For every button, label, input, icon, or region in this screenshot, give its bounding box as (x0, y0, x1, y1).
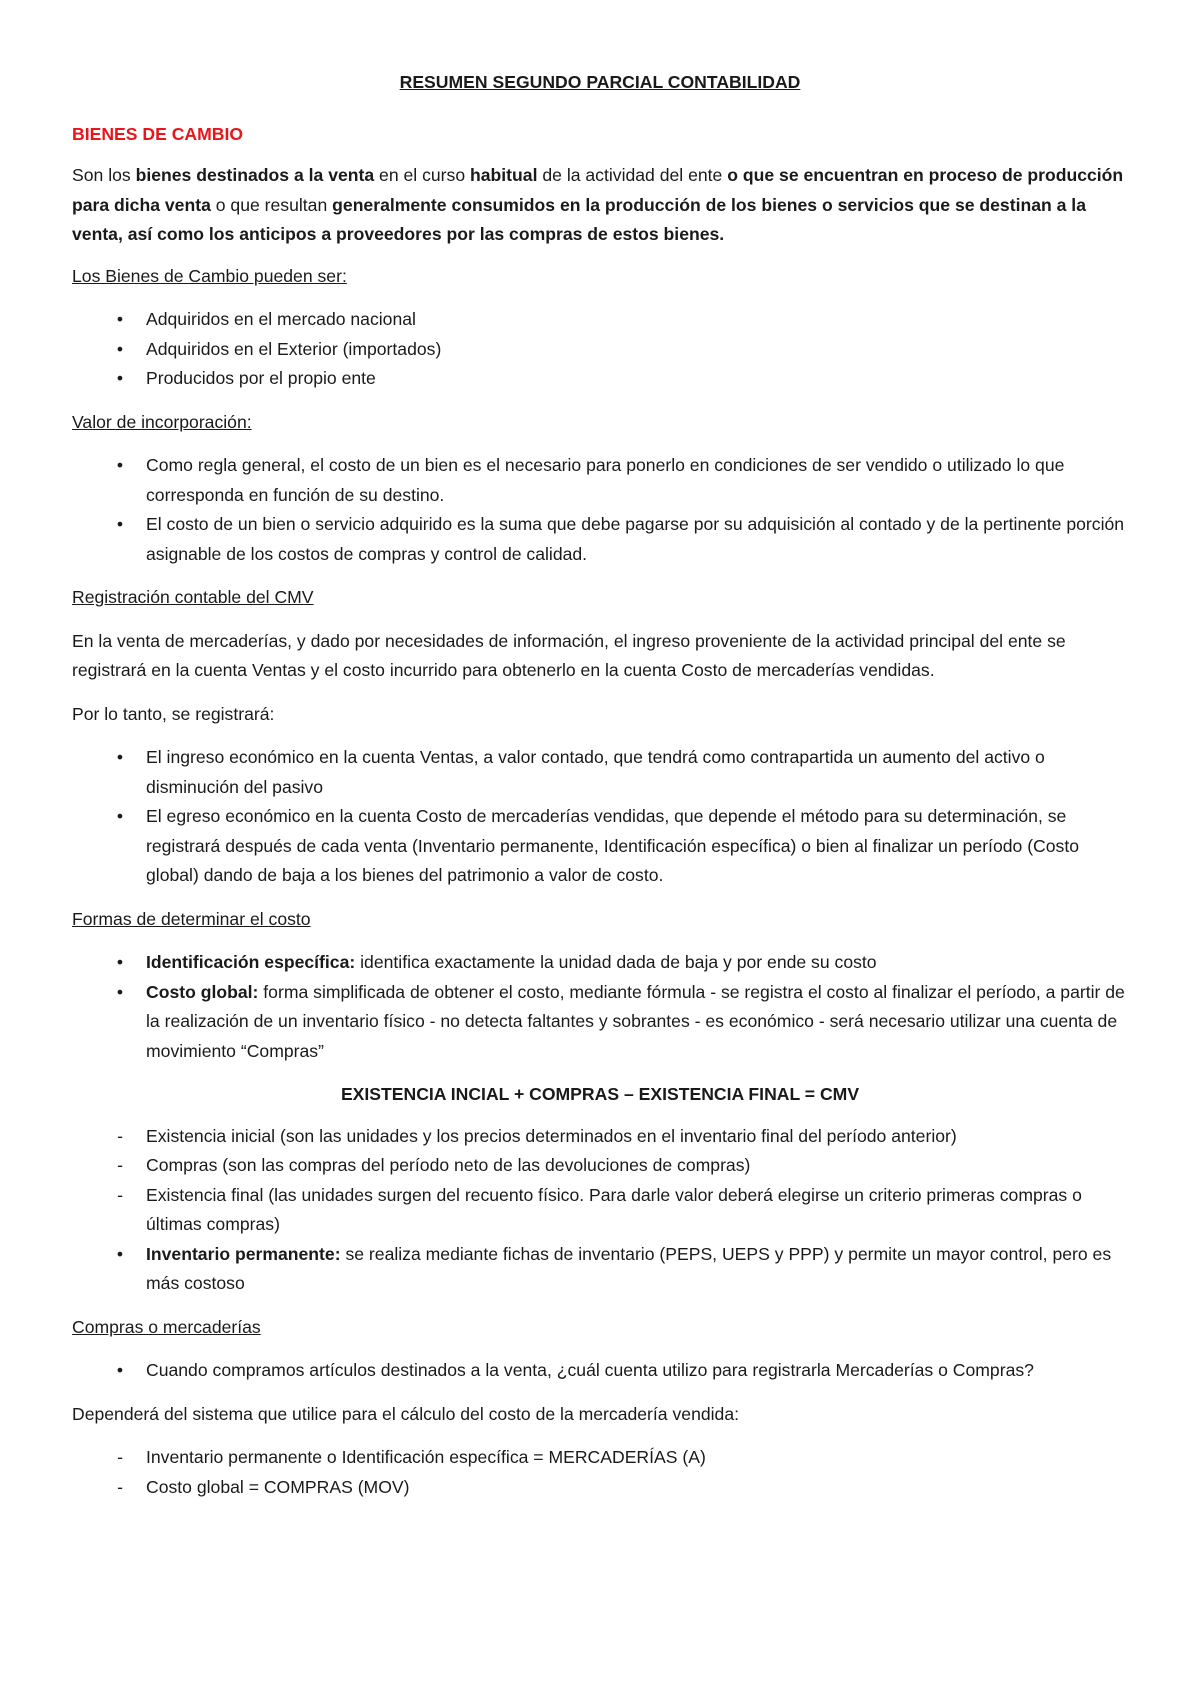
list-item (72, 1181, 1128, 1240)
cmv-formula: EXISTENCIA INCIAL + COMPRAS – EXISTENCIA FINAL = CMV (340, 1084, 860, 1104)
list-item-text: Compras (son las compras del período neto de las devoluciones de compras) (146, 1155, 751, 1175)
list-item-label: Costo global: (146, 981, 259, 1002)
bullet-list-valor (72, 451, 1128, 569)
list-item-text: Inventario permanente o Identificación específica = MERCADERÍAS (A) (146, 1447, 706, 1467)
list-item-text: Costo global = COMPRAS (MOV) (146, 1476, 410, 1497)
list-item-text: Adquiridos en el mercado nacional (146, 309, 416, 329)
bullet-icon: • (116, 455, 124, 475)
list-item (72, 1356, 1128, 1386)
list-item (72, 1240, 1128, 1299)
dash-list-compras (72, 1443, 1128, 1502)
list-item-text: El costo de un bien o servicio adquirido es la suma que debe pagarse por su adquisición al contado y de la pertinente porción asignable de los costos de compras y control de calidad. (146, 514, 1125, 564)
dash-icon: - (117, 1155, 123, 1175)
subheading-compras-mercaderias: Compras o mercaderías (72, 1316, 261, 1337)
list-item-text: Cuando compramos artículos destinados a la venta, ¿cuál cuenta utilizo para registrarla Mercaderías o Compras? (146, 1360, 1034, 1380)
list-item (72, 335, 1128, 365)
bullet-icon: • (116, 952, 124, 972)
list-item-label: Inventario permanente: (146, 1243, 341, 1264)
list-item (72, 802, 1128, 891)
dash-icon: - (117, 1447, 123, 1467)
bullet-icon: • (116, 514, 124, 534)
text-run: Son los (72, 165, 136, 185)
bullet-icon: • (116, 309, 124, 329)
dash-icon: - (117, 1184, 123, 1205)
list-item (72, 510, 1128, 569)
list-item (72, 305, 1128, 335)
bullet-icon: • (116, 338, 124, 359)
list-item (72, 1473, 1128, 1503)
bullet-icon: • (116, 747, 124, 767)
list-item-text: Como regla general, el costo de un bien es el necesario para ponerlo en condiciones de ser vendido o utilizado lo que corresponda en función de su destino. (146, 455, 1065, 505)
dash-icon: - (117, 1125, 123, 1146)
list-item (72, 451, 1128, 510)
list-item (72, 364, 1128, 394)
list-item-text: Adquiridos en el Exterior (importados) (146, 338, 442, 359)
list-item (72, 743, 1128, 802)
bullet-list-pueden-ser (72, 305, 1128, 394)
subheading-pueden-ser: Los Bienes de Cambio pueden ser: (72, 265, 347, 286)
list-item-text: identifica exactamente la unidad dada de baja y por ende su costo (355, 952, 877, 972)
bullet-list-formas (72, 948, 1128, 1066)
list-item-text: El egreso económico en la cuenta Costo de mercaderías vendidas, que depende el método para su determinación, se registrará después de cada venta (Inventario permanente, Identificación específica) o bien al finalizar un período (Costo global) dando de baja a los bienes del patrimonio a valor de costo. (146, 806, 1080, 885)
text-run: en el curso (374, 165, 471, 185)
list-item-text: Producidos por el propio ente (146, 368, 376, 388)
text-run: o que resultan (210, 194, 333, 215)
definition-paragraph (72, 161, 1128, 250)
dash-icon: - (117, 1476, 123, 1497)
registracion-lead: Por lo tanto, se registrará: (72, 703, 275, 724)
document-title: RESUMEN SEGUNDO PARCIAL CONTABILIDAD (399, 72, 801, 92)
subheading-formas-determinar-costo: Formas de determinar el costo (72, 908, 311, 929)
bold-run: generalmente consumidos en la producción de los bienes o servicios que se destinan a la venta, así como los anticipos a proveedores por las compras de estos bienes. (72, 194, 1086, 244)
list-item (72, 1443, 1128, 1473)
document-page (72, 68, 1128, 1516)
bullet-icon: • (116, 1243, 124, 1264)
compras-lead: Dependerá del sistema que utilice para el cálculo del costo de la mercadería vendida: (72, 1403, 739, 1424)
list-item (72, 948, 1128, 978)
section-heading-bienes-de-cambio: BIENES DE CAMBIO (72, 123, 244, 144)
list-item-label: Identificación específica: (146, 952, 356, 972)
list-item (72, 1122, 1128, 1152)
subheading-registracion-cmv: Registración contable del CMV (72, 587, 314, 607)
list-item (72, 978, 1128, 1067)
bullet-icon: • (116, 368, 124, 388)
list-item-text: El ingreso económico en la cuenta Ventas, a valor contado, que tendrá como contrapartida un aumento del activo o disminución del pasivo (146, 747, 1045, 797)
bold-run: habitual (470, 165, 538, 185)
bullet-icon: • (116, 1360, 124, 1380)
bold-run: bienes destinados a la venta (135, 165, 375, 185)
list-item-text: se realiza mediante fichas de inventario (PEPS, UEPS y PPP) y permite un mayor control, pero es más costoso (146, 1243, 1112, 1293)
bullet-list-compras (72, 1356, 1128, 1386)
list-item (72, 1151, 1128, 1181)
list-item-text: forma simplificada de obtener el costo, mediante fórmula - se registra el costo al finalizar el período, a partir de la realización de un inventario físico - no detecta faltantes y sobrantes - es económico - será necesario utilizar una cuenta de movimiento “Compras” (146, 981, 1125, 1061)
list-item-text: Existencia inicial (son las unidades y los precios determinados en el inventario final del período anterior) (146, 1125, 957, 1146)
list-item-text: Existencia final (las unidades surgen del recuento físico. Para darle valor deberá elegirse un criterio primeras compras o últimas compras) (146, 1184, 1082, 1234)
bullet-icon: • (116, 806, 124, 826)
registracion-paragraph: En la venta de mercaderías, y dado por necesidades de información, el ingreso proveniente de la actividad principal del ente se registrará en la cuenta Ventas y el costo incurrido para obtenerlo en la cuenta Costo de mercaderías vendidas. (72, 630, 1066, 680)
subheading-valor-incorporacion: Valor de incorporación: (72, 411, 252, 432)
text-run: de la actividad del ente (537, 165, 728, 185)
bullet-icon: • (116, 981, 124, 1002)
bold-run: o que se encuentran en proceso de producción para dicha venta (72, 165, 1124, 215)
dash-list-formula-terms (72, 1122, 1128, 1299)
bullet-list-registracion (72, 743, 1128, 891)
